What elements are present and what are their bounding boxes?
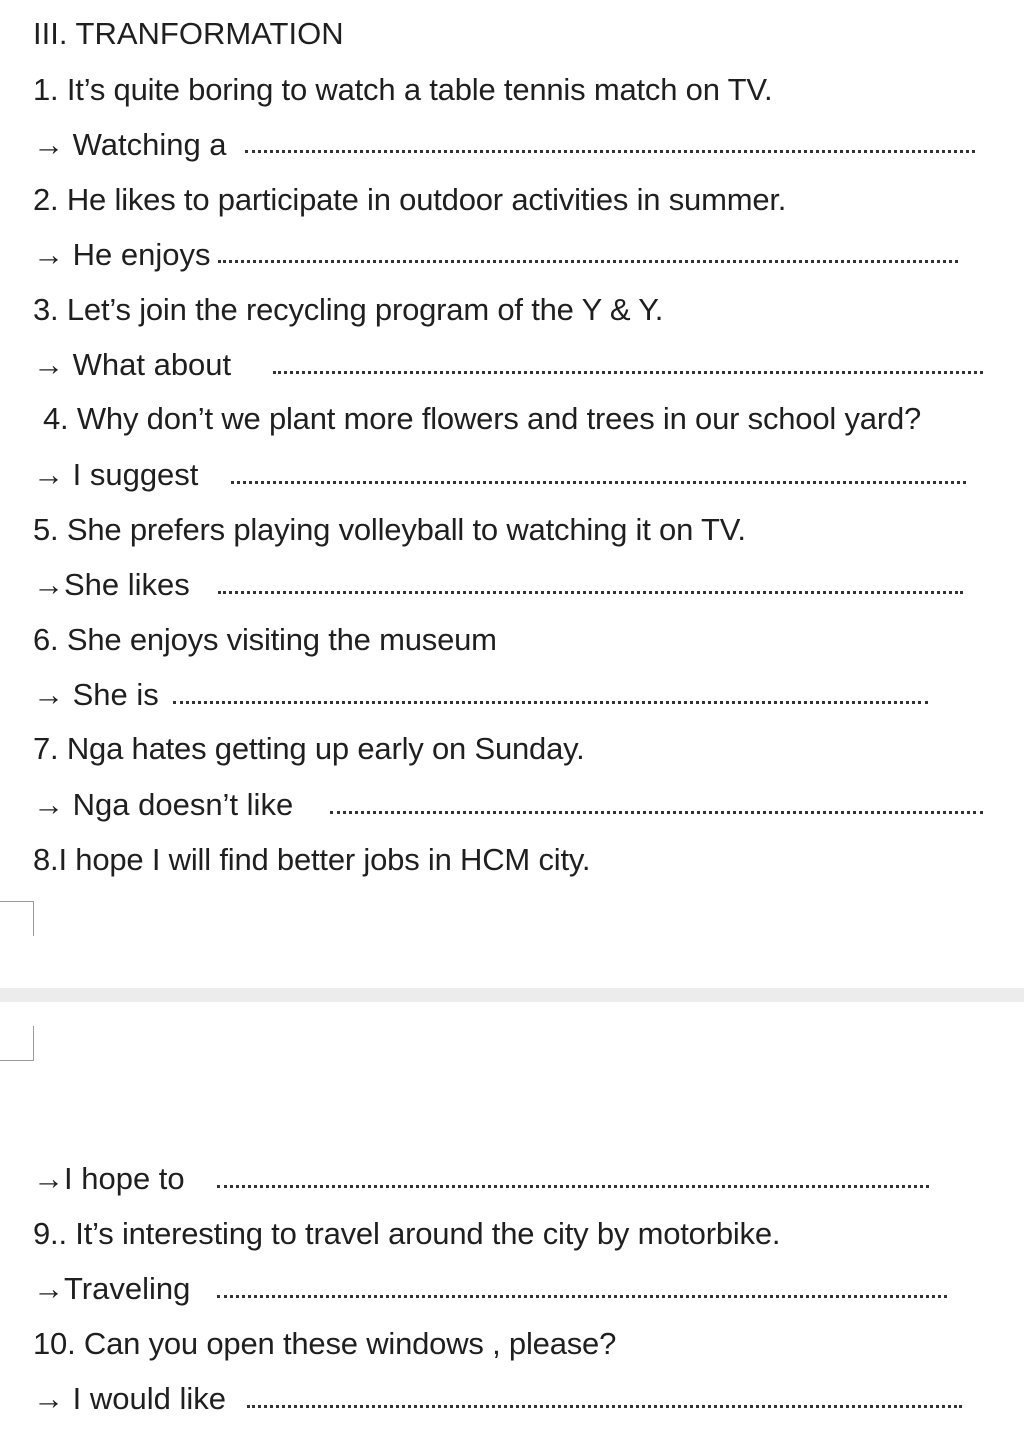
answer-blank[interactable] [217, 1295, 947, 1298]
answer-prompt: → What about [33, 347, 232, 382]
answer-prompt: → He enjoys [33, 237, 211, 272]
section-heading: III. TRANFORMATION [33, 16, 344, 51]
answer-blank[interactable] [218, 260, 958, 263]
answer-prompt: → I suggest [33, 457, 199, 492]
exercise-question: 9.. It’s interesting to travel around the city by motorbike. [33, 1216, 781, 1251]
exercise-question: 2. He likes to participate in outdoor activities in summer. [33, 182, 787, 217]
exercise-question: 1. It’s quite boring to watch a table tennis match on TV. [33, 72, 773, 107]
answer-blank[interactable] [218, 591, 963, 594]
answer-blank[interactable] [231, 481, 966, 484]
answer-blank[interactable] [330, 811, 983, 814]
answer-blank[interactable] [245, 150, 975, 153]
exercise-question: 6. She enjoys visiting the museum [33, 622, 497, 657]
answer-blank[interactable] [217, 1185, 929, 1188]
answer-prompt: →Traveling [33, 1271, 191, 1306]
page-corner-mark [0, 901, 34, 936]
exercise-question: 4. Why don’t we plant more flowers and trees in our school yard? [43, 401, 922, 436]
exercise-question: 8.I hope I will find better jobs in HCM city. [33, 842, 591, 877]
answer-prompt: →I hope to [33, 1161, 185, 1196]
answer-blank[interactable] [247, 1405, 962, 1408]
answer-prompt: →She likes [33, 567, 190, 602]
answer-blank[interactable] [273, 371, 983, 374]
exercise-question: 10. Can you open these windows , please? [33, 1326, 617, 1361]
answer-prompt: → I would like [33, 1381, 226, 1416]
exercise-question: 5. She prefers playing volleyball to watching it on TV. [33, 512, 746, 547]
page-corner-mark [0, 1026, 34, 1061]
answer-prompt: → She is [33, 677, 159, 712]
answer-prompt: → Nga doesn’t like [33, 787, 294, 822]
exercise-question: 3. Let’s join the recycling program of the Y & Y. [33, 292, 664, 327]
exercise-question: 7. Nga hates getting up early on Sunday. [33, 731, 585, 766]
page-break [0, 988, 1024, 1002]
answer-prompt: → Watching a [33, 127, 227, 162]
answer-blank[interactable] [173, 701, 928, 704]
